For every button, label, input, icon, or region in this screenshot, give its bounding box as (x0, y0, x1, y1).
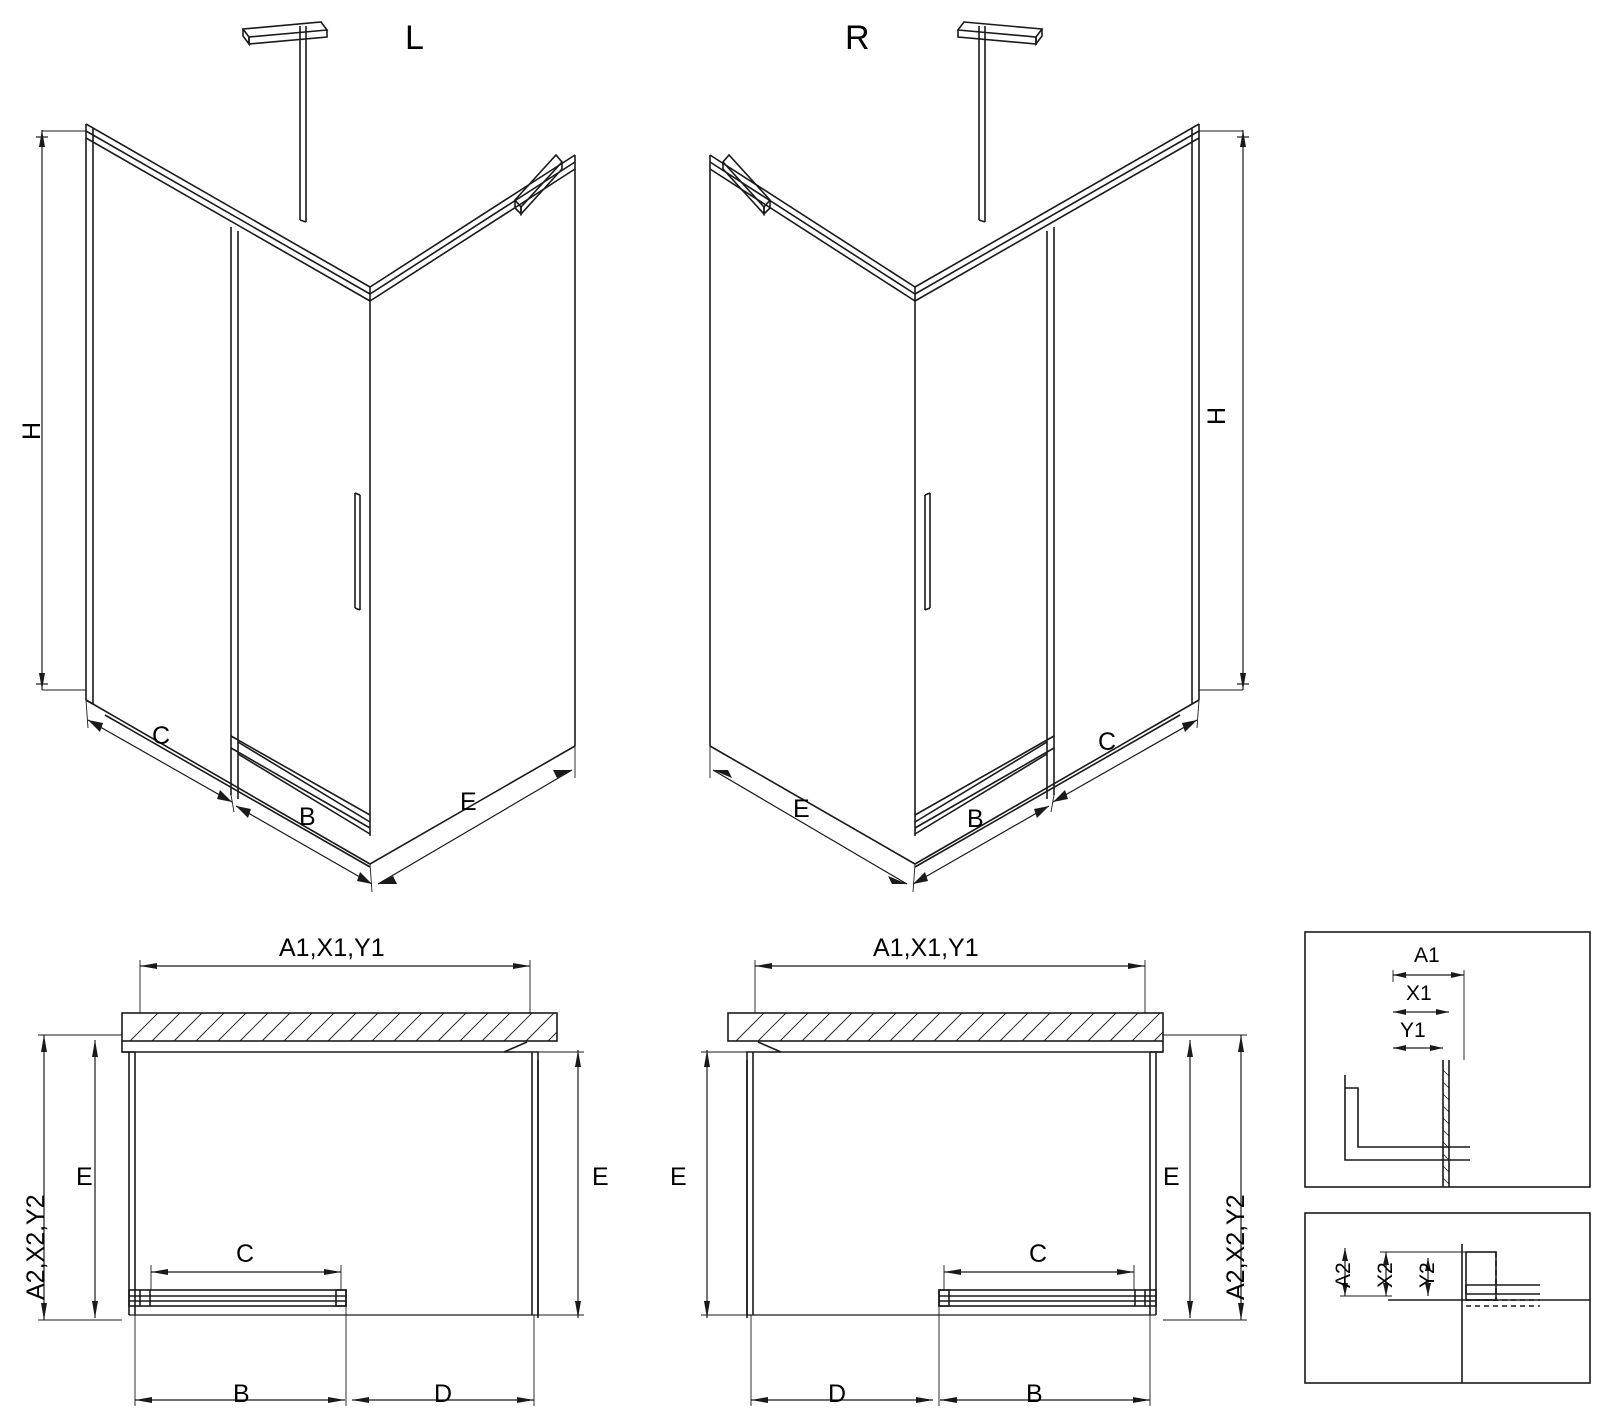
plan-right-bottom-left-dim-label: D (828, 1380, 847, 1408)
iso-right-depth-label: C (1098, 728, 1117, 756)
plan-right-top-dim-label: A1,X1,Y1 (873, 934, 979, 962)
plan-left-mid-dim-label: C (236, 1240, 255, 1268)
iso-left-side-label: E (460, 788, 477, 816)
iso-right-height-label: H (1203, 406, 1231, 425)
plan-right-outer-dim-label: A2,X2,Y2 (1222, 1194, 1250, 1300)
plan-right-left-dim-label: E (670, 1163, 687, 1191)
detail-top-label-y1: Y1 (1400, 1019, 1426, 1042)
iso-right-door-label: B (967, 805, 984, 833)
plan-left-top-dim-label: A1,X1,Y1 (279, 934, 385, 962)
iso-left-door-label: B (299, 803, 316, 831)
iso-right-variant-label: R (845, 19, 870, 57)
plan-right-bottom-right-dim-label: B (1026, 1380, 1043, 1408)
iso-right-side-label: E (793, 795, 810, 823)
plan-left-bottom-left-dim-label: B (233, 1380, 250, 1408)
detail-top-label-a1: A1 (1414, 944, 1440, 967)
detail-bottom-label-a2: A2 (1332, 1262, 1355, 1288)
iso-left-depth-label: C (152, 722, 171, 750)
iso-left-variant-label: L (405, 19, 424, 57)
detail-view-top (1305, 932, 1590, 1187)
plan-left-right-dim-label: E (592, 1163, 609, 1191)
iso-left-height-label: H (18, 421, 46, 440)
plan-right-mid-dim-label: C (1029, 1240, 1048, 1268)
plan-left-inner-dim-label: E (76, 1163, 93, 1191)
detail-view-bottom (1305, 1213, 1590, 1383)
detail-bottom-label-x2: X2 (1374, 1262, 1397, 1288)
plan-right-inner-dim-label: E (1163, 1163, 1180, 1191)
plan-left-outer-dim-label: A2,X2,Y2 (22, 1194, 50, 1300)
iso-view-left (36, 22, 575, 892)
plan-left-bottom-right-dim-label: D (434, 1380, 453, 1408)
iso-view-right (710, 22, 1249, 892)
detail-top-label-x1: X1 (1406, 982, 1432, 1005)
plan-view-left (38, 960, 584, 1406)
detail-bottom-label-y2: Y2 (1416, 1262, 1439, 1288)
